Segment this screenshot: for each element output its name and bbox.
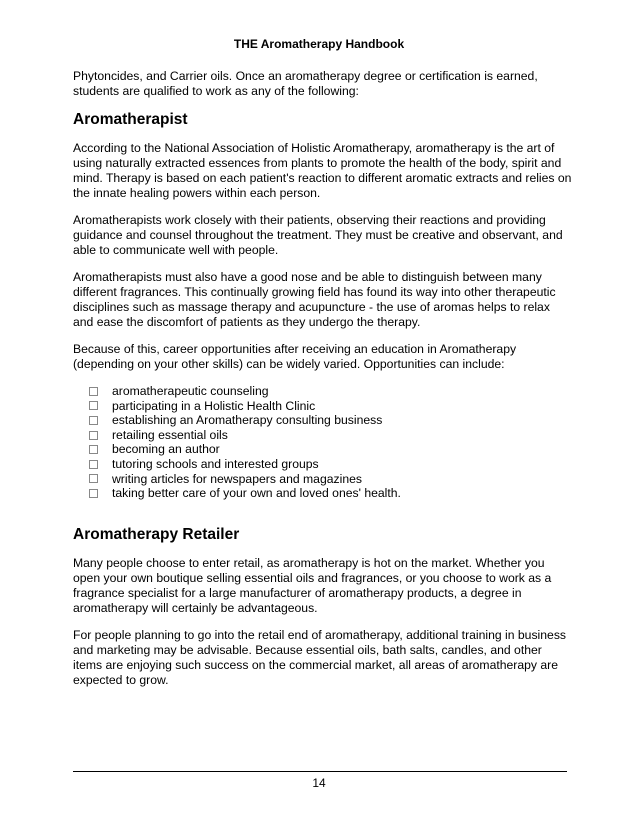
list-item-text: taking better care of your own and loved ones' health. [112, 486, 401, 501]
section-heading-retailer: Aromatherapy Retailer [73, 525, 240, 543]
page-number: 14 [312, 776, 326, 790]
paragraph: According to the National Association of Holistic Aromatherapy, aromatherapy is the art of using naturally extracted essences from plants to promote the health of the body, spirit and mind. Therapy is based on each patient's reaction to different aromatic extracts and relies on the innate healing powers within each person. [73, 141, 572, 200]
intro-paragraph: Phytoncides, and Carrier oils. Once an aromatherapy degree or certification is earned, students are qualified to work as any of the following: [73, 69, 538, 98]
checkbox-bullet-icon [89, 474, 98, 483]
list-item-text: tutoring schools and interested groups [112, 456, 319, 471]
list-item-text: participating in a Holistic Health Clinic [112, 398, 316, 413]
checkbox-bullet-icon [89, 489, 98, 498]
page-body [73, 69, 573, 700]
list-item-text: becoming an author [112, 442, 220, 457]
list-item [89, 384, 573, 399]
paragraph: Aromatherapists must also have a good nose and be able to distinguish between many different fragrances. This continually growing field has found its way into other therapeutic disciplines such as massage therapy and acupuncture - the use of aromas helps to relax and ease the discomfort of patients as they undergo the therapy. [73, 270, 556, 329]
list-item [89, 399, 573, 414]
checkbox-bullet-icon [89, 401, 98, 410]
checkbox-bullet-icon [89, 445, 98, 454]
list-item [89, 472, 573, 487]
list-item [89, 413, 573, 428]
list-item [89, 457, 573, 472]
list-item [89, 486, 573, 501]
paragraph: Many people choose to enter retail, as aromatherapy is hot on the market. Whether you open your own boutique selling essential oils and fragrances, or you choose to work as a fragrance specialist for a large manufacturer of aromatherapy products, a degree in aromatherapy will certainly be advantageous. [73, 555, 552, 615]
list-item-text: writing articles for newspapers and magazines [112, 471, 362, 486]
list-item-text: aromatherapeutic counseling [112, 384, 269, 398]
list-item-text: retailing essential oils [112, 427, 228, 442]
checkbox-bullet-icon [89, 387, 98, 396]
list-item [89, 428, 573, 443]
list-item [89, 442, 573, 457]
running-header: THE Aromatherapy Handbook [233, 37, 405, 51]
list-item-text: establishing an Aromatherapy consulting business [112, 413, 383, 428]
section-heading-aromatherapist: Aromatherapist [73, 111, 188, 128]
checkbox-bullet-icon [89, 460, 98, 469]
paragraph: Because of this, career opportunities after receiving an education in Aromatherapy (depending on your other skills) can be widely varied. Opportunities can include: [73, 342, 517, 371]
checkbox-bullet-icon [89, 416, 98, 425]
paragraph: For people planning to go into the retail end of aromatherapy, additional training in business and marketing may be advisable. Because essential oils, bath salts, candles, and other items are enjoying such success on the commercial market, all areas of aromatherapy are expected to grow. [73, 627, 567, 687]
opportunities-list [89, 384, 573, 501]
footer-divider [73, 771, 567, 772]
paragraph: Aromatherapists work closely with their patients, observing their reactions and providing guidance and counsel throughout the treatment. They must be creative and observant, and able to communicate well with people. [73, 213, 563, 257]
checkbox-bullet-icon [89, 431, 98, 440]
